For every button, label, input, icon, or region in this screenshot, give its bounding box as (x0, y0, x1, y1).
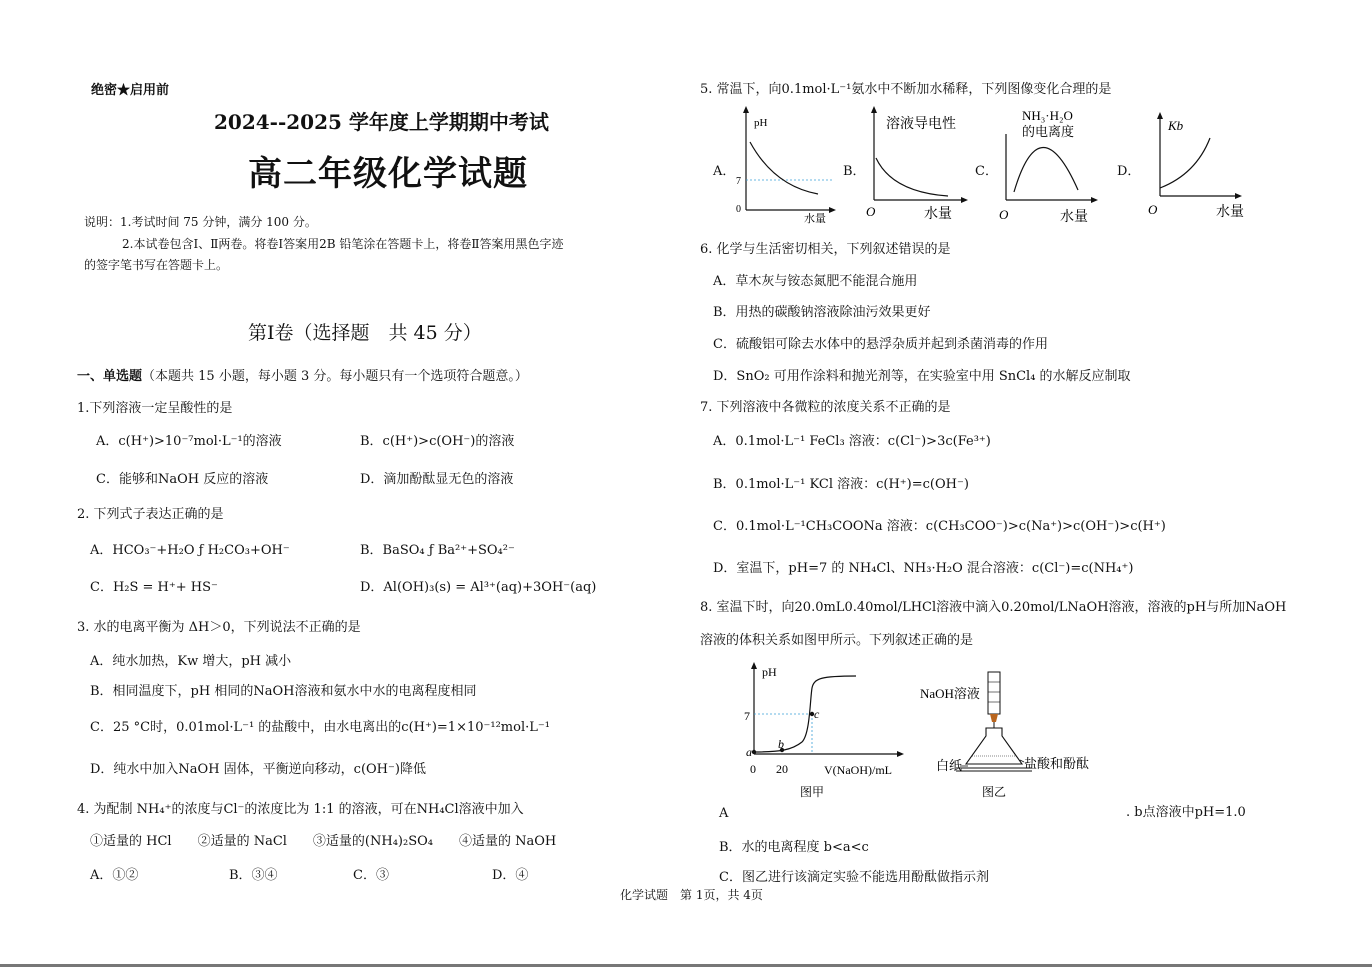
point-a-label: a (746, 745, 752, 759)
q5-option-c[interactable]: C． (975, 164, 998, 179)
q5d-xlabel: 水量 (1216, 205, 1244, 220)
q2-option-c[interactable]: C．H₂S = H⁺+ HS⁻ (90, 580, 218, 595)
q1-option-c[interactable]: C．能够和NaOH 反应的溶液 (96, 472, 269, 487)
q2-option-d[interactable]: D．Al(OH)₃(s) = Al³⁺(aq)+3OH⁻(aq) (360, 580, 597, 595)
q8-option-a[interactable]: A (719, 806, 729, 821)
q8-seven: 7 (744, 709, 750, 723)
q4-option-d[interactable]: D．④ (492, 868, 529, 883)
q3-option-c[interactable]: C．25 °C时，0.01mol·L⁻¹ 的盐酸中，由水电离出的c(H⁺)=1×10⁻¹²mol·L⁻¹ (90, 720, 550, 735)
flask-icon (966, 728, 1022, 764)
q1-option-d[interactable]: D．滴加酚酞显无色的溶液 (360, 472, 514, 487)
burette-icon (988, 672, 1000, 714)
q5d-ylabel: Kb (1168, 118, 1184, 133)
paper-label: 白纸 (936, 758, 963, 773)
q5-graph-d (1146, 110, 1254, 224)
q8-figure-jia (740, 660, 920, 802)
exam-name: 2024--2025 学年度上学期期中考试 (214, 110, 549, 134)
q7-stem: 7. 下列溶液中各微粒的浓度关系不正确的是 (700, 400, 951, 415)
note-line-2: 2.本试卷包含Ⅰ、Ⅱ两卷。将卷Ⅰ答案用2B 铅笔涂在答题卡上，将卷Ⅱ答案用黑色字迹 (122, 237, 564, 251)
point-b-label: b (778, 737, 784, 751)
q2-option-a[interactable]: A．HCO₃⁻+H₂O ƒ H₂CO₃+OH⁻ (90, 543, 290, 558)
q3-stem: 3. 水的电离平衡为 ΔH＞0，下列说法不正确的是 (77, 620, 361, 635)
q5-stem: 5. 常温下，向0.1mol·L⁻¹氨水中不断加水稀释，下列图像变化合理的是 (700, 82, 1112, 97)
part1-title: 第Ⅰ卷（选择题 共 45 分） (248, 322, 482, 344)
q6-option-b[interactable]: B．用热的碳酸钠溶液除油污效果更好 (713, 305, 931, 320)
q6-option-d[interactable]: D．SnO₂ 可用作涂料和抛光剂等，在实验室中用 SnCl₄ 的水解反应制取 (713, 369, 1131, 384)
q5-option-a[interactable]: A． (713, 164, 736, 179)
q4-option-b[interactable]: B．③④ (229, 868, 278, 883)
q8-stem-2: 溶液的体积关系如图甲所示。下列叙述正确的是 (700, 633, 974, 648)
q1-option-a[interactable]: A．c(H⁺)>10⁻⁷mol·L⁻¹的溶液 (96, 434, 282, 449)
q4-stem: 4. 为配制 NH₄⁺的浓度与Cl⁻的浓度比为 1:1 的溶液，可在NH₄Cl溶液中加入 (77, 802, 524, 817)
q4-option-c[interactable]: C．③ (353, 868, 389, 883)
q4-option-a[interactable]: A．①② (90, 868, 139, 883)
q7-option-c[interactable]: C．0.1mol·L⁻¹CH₃COONa 溶液：c(CH₃COO⁻)>c(Na⁺)>c(OH⁻)>c(H⁺) (713, 519, 1166, 534)
q8-option-c[interactable]: C．图乙进行该滴定实验不能选用酚酞做指示剂 (719, 870, 989, 885)
q5c-ylabel-1: NH₃·H₂O (1022, 108, 1073, 123)
q6-option-c[interactable]: C．硫酸铝可除去水体中的悬浮杂质并起到杀菌消毒的作用 (713, 337, 1048, 352)
q5-graph-b (862, 106, 970, 226)
q5b-origin: O (866, 204, 876, 219)
q8-figure-yi (920, 668, 1110, 802)
q8-stem-1: 8. 室温下时，向20.0mL0.40mol/LHCl溶液中滴入0.20mol/LNaOH溶液，溶液的pH与所加NaOH (700, 600, 1287, 615)
fig-yi-caption: 图乙 (982, 785, 1007, 799)
q5d-origin: O (1148, 202, 1158, 217)
q5-graph-a (732, 106, 836, 226)
q7-option-b[interactable]: B．0.1mol·L⁻¹ KCl 溶液：c(H⁺)=c(OH⁻) (713, 477, 969, 492)
q8-x-twenty: 20 (776, 762, 788, 776)
q5a-zero: 0 (736, 204, 741, 215)
note-line-3: 的签字笔书写在答题卡上。 (84, 258, 229, 272)
q5a-xlabel: 水量 (804, 213, 826, 225)
q6-option-a[interactable]: A．草木灰与铵态氮肥不能混合施用 (713, 274, 918, 289)
q5a-seven: 7 (736, 176, 741, 187)
q5-option-d[interactable]: D． (1117, 164, 1141, 179)
q5c-ylabel-2: 的电离度 (1022, 124, 1075, 139)
q4-items: ①适量的 HCl ②适量的 NaCl ③适量的(NH₄)₂SO₄ ④适量的 NaOH (90, 834, 557, 849)
secret-label: 绝密★启用前 (91, 83, 170, 98)
q7-option-a[interactable]: A．0.1mol·L⁻¹ FeCl₃ 溶液：c(Cl⁻)>3c(Fe³⁺) (713, 434, 991, 449)
q3-option-a[interactable]: A．纯水加热，Kw 增大，pH 减小 (90, 654, 292, 669)
q5b-xlabel: 水量 (924, 207, 952, 222)
acid-label: 盐酸和酚酞 (1024, 756, 1090, 771)
section-heading (77, 365, 528, 384)
q6-stem: 6. 化学与生活密切相关，下列叙述错误的是 (700, 242, 951, 257)
q8-option-a-text[interactable]: . b点溶液中pH=1.0 (1126, 805, 1246, 820)
point-c-label: c (814, 707, 820, 721)
page-footer: 化学试题 第 1页，共 4页 (620, 888, 763, 902)
q5c-origin: O (999, 207, 1009, 222)
note-line-1: 说明：1.考试时间 75 分钟，满分 100 分。 (84, 215, 317, 229)
section-desc: （本题共 15 小题，每小题 3 分。每小题只有一个选项符合题意。） (142, 369, 528, 384)
section-head: 一、单选题 (77, 369, 143, 384)
naoh-label: NaOH溶液 (920, 686, 980, 701)
fig-jia-caption: 图甲 (800, 785, 825, 799)
q5b-ylabel: 溶液导电性 (886, 117, 956, 132)
q2-stem: 2. 下列式子表达正确的是 (77, 507, 224, 522)
q1-option-b[interactable]: B．c(H⁺)>c(OH⁻)的溶液 (360, 434, 515, 449)
q1-stem: 1.下列溶液一定呈酸性的是 (77, 401, 233, 416)
page-title: 高二年级化学试题 (248, 154, 528, 194)
q5-option-b[interactable]: B． (843, 164, 866, 179)
q2-option-b[interactable]: B．BaSO₄ ƒ Ba²⁺+SO₄²⁻ (360, 543, 515, 558)
q8-option-b[interactable]: B．水的电离程度 b<a<c (719, 840, 869, 855)
q7-option-d[interactable]: D．室温下，pH=7 的 NH₄Cl、NH₃·H₂O 混合溶液：c(Cl⁻)=c(NH₄⁺) (713, 561, 1134, 576)
q5c-xlabel: 水量 (1060, 210, 1088, 225)
q8-ph-label: pH (762, 665, 777, 679)
q8-xlabel: V(NaOH)/mL (824, 763, 892, 777)
q3-option-d[interactable]: D．纯水中加入NaOH 固体，平衡逆向移动，c(OH⁻)降低 (90, 762, 426, 777)
q3-option-b[interactable]: B．相同温度下，pH 相同的NaOH溶液和氨水中水的电离程度相同 (90, 684, 477, 699)
q5a-ph-label: pH (754, 117, 768, 129)
q5-graph-c (994, 104, 1102, 228)
q8-x-zero: 0 (750, 762, 756, 776)
